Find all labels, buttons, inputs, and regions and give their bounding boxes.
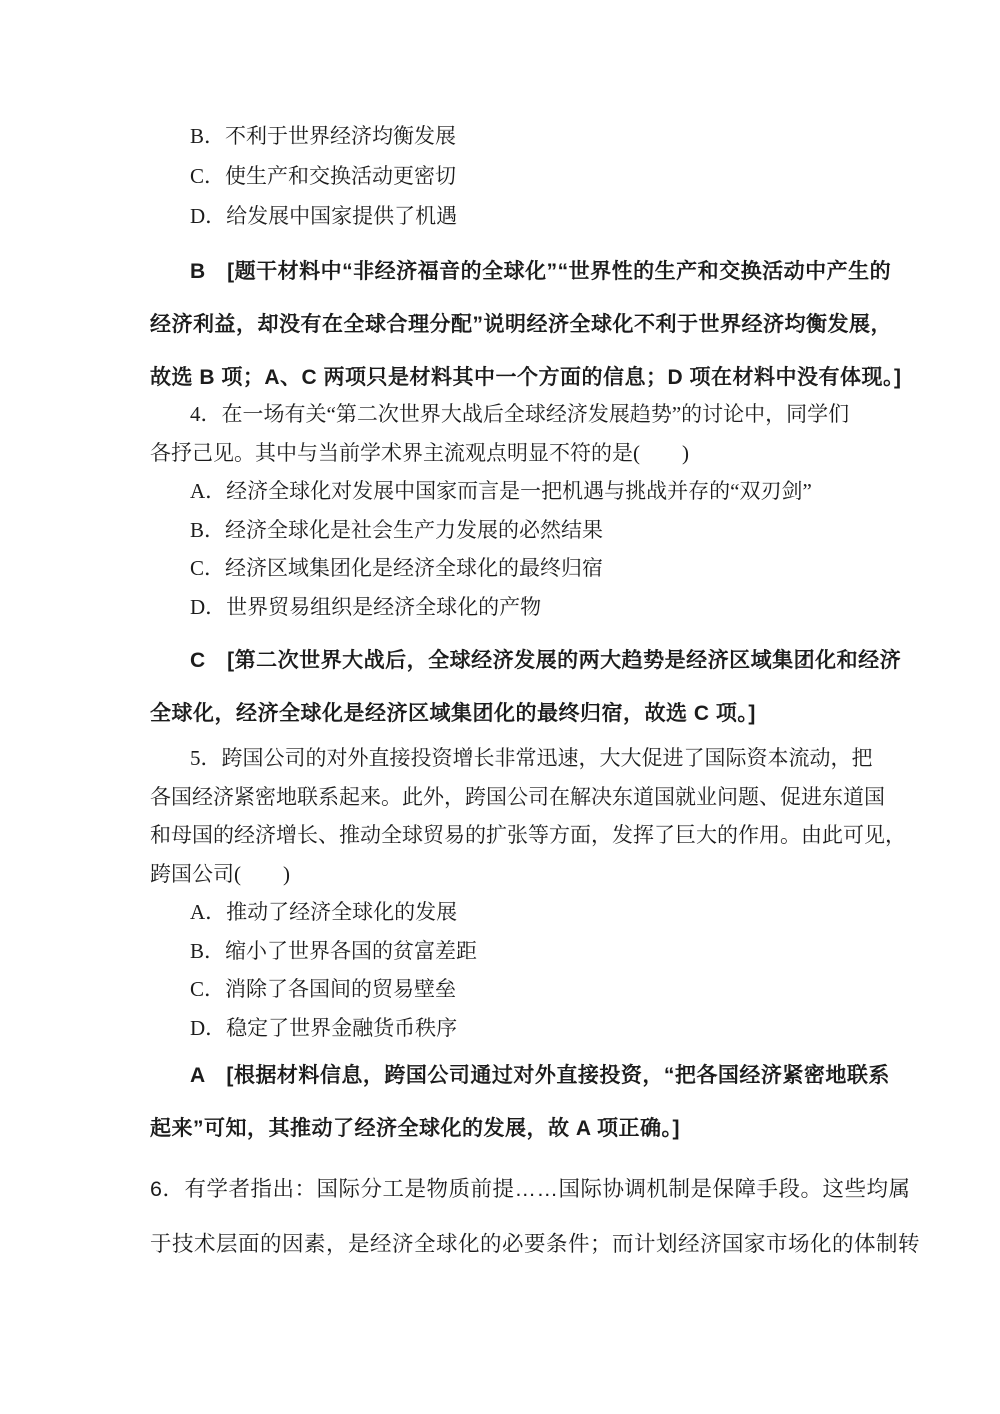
- answer-line: 起来”可知，其推动了经济全球化的发展，故 A 项正确。]: [150, 1117, 681, 1140]
- q3-option-c: C．使生产和交换活动更密切: [190, 164, 457, 188]
- answer-line: A [根据材料信息，跨国公司通过对外直接投资，“把各国经济紧密地联系: [190, 1064, 890, 1087]
- q5-stem-line: 各国经济紧密地联系起来。此外，跨国公司在解决东道国就业问题、促进东道国: [150, 784, 885, 809]
- answer-line: 全球化，经济全球化是经济区域集团化的最终归宿，故选 C 项。]: [150, 702, 756, 725]
- q6-stem-line: 于技术层面的因素，是经济全球化的必要条件；而计划经济国家市场化的体制转: [150, 1232, 921, 1256]
- q6-question-block: [150, 1162, 921, 1272]
- q3-options-block: [150, 116, 850, 236]
- q5-option-a: A．推动了经济全球化的发展: [190, 900, 458, 924]
- q4-option-a: A．经济全球化对发展中国家而言是一把机遇与挑战并存的“双刃剑”: [190, 479, 812, 503]
- q4-option-c: C．经济区域集团化是经济全球化的最终归宿: [190, 556, 604, 580]
- answer-line: C [第二次世界大战后，全球经济发展的两大趋势是经济区域集团化和经济: [190, 649, 902, 672]
- q5-option-b: B．缩小了世界各国的贫富差距: [190, 938, 478, 963]
- q5-answer-explanation: [150, 1049, 890, 1155]
- q5-option-d: D．稳定了世界金融货币秩序: [190, 1015, 458, 1040]
- q5-option-c: C．消除了各国间的贸易壁垒: [190, 977, 457, 1001]
- q6-stem-line: 6．有学者指出：国际分工是物质前提……国际协调机制是保障手段。这些均属: [150, 1177, 911, 1201]
- q4-option-d: D．世界贸易组织是经济全球化的产物: [190, 594, 542, 619]
- q3-option-d: D．给发展中国家提供了机遇: [190, 204, 458, 228]
- q4-stem-line: 各抒己见。其中与当前学术界主流观点明显不符的是( ): [150, 440, 689, 465]
- answer-line: 故选 B 项；A、C 两项只是材料其中一个方面的信息；D 项在材料中没有体现。]: [150, 366, 902, 389]
- q4-question-block: [150, 395, 850, 626]
- q4-answer-explanation: [150, 634, 902, 740]
- answer-line: B [题干材料中“非经济福音的全球化”“世界性的生产和交换活动中产生的: [190, 260, 892, 283]
- q5-stem-line: 和母国的经济增长、推动全球贸易的扩张等方面，发挥了巨大的作用。由此可见，: [150, 823, 906, 847]
- q4-stem-line: 4．在一场有关“第二次世界大战后全球经济发展趋势”的讨论中，同学们: [190, 402, 850, 426]
- q3-option-b: B．不利于世界经济均衡发展: [190, 124, 457, 148]
- q3-answer-explanation: [150, 245, 902, 404]
- q4-option-b: B．经济全球化是社会生产力发展的必然结果: [190, 517, 604, 542]
- q5-question-block: [150, 739, 906, 1047]
- q5-stem-line: 跨国公司( ): [150, 861, 290, 886]
- page-content: [150, 0, 921, 1414]
- q5-stem-line: 5．跨国公司的对外直接投资增长非常迅速，大大促进了国际资本流动，把: [190, 746, 873, 770]
- answer-line: 经济利益，却没有在全球合理分配”说明经济全球化不利于世界经济均衡发展，: [150, 313, 892, 336]
